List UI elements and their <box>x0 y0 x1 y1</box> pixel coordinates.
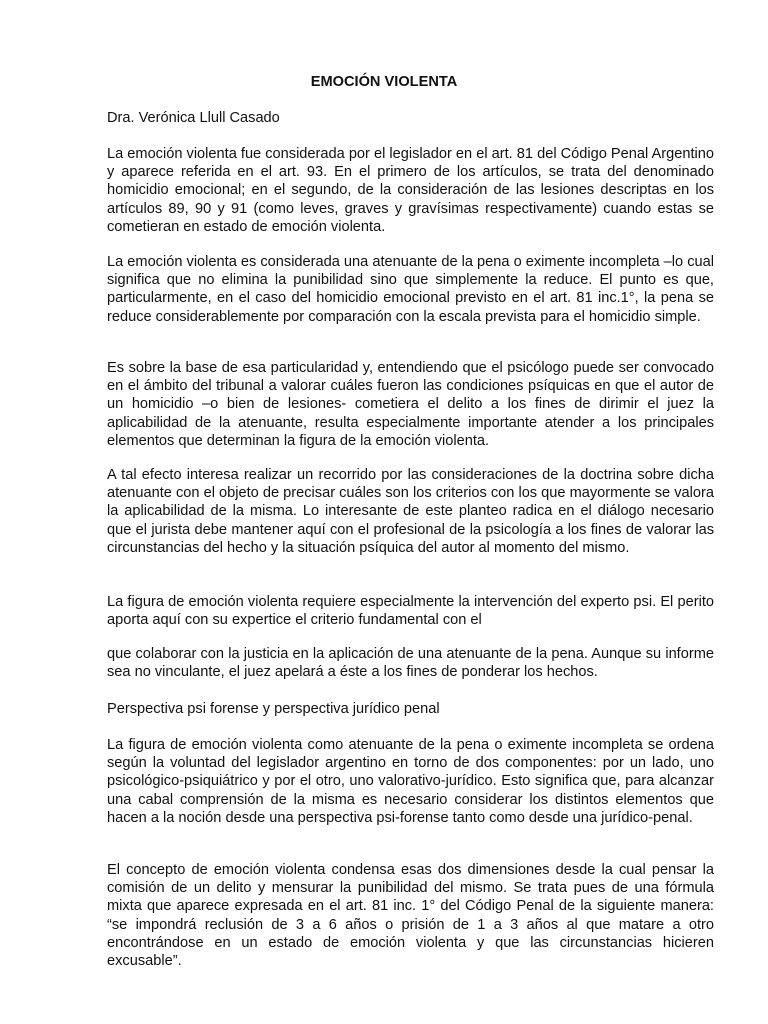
document-title: EMOCIÓN VIOLENTA <box>310 74 458 90</box>
paragraph-5: La figura de emoción violenta requiere especialmente la intervención del experto psi. El perito aporta aquí con su expertice el criterio fundamental con el <box>107 594 714 629</box>
author-line: Dra. Verónica Llull Casado <box>107 110 280 126</box>
paragraph-8: El concepto de emoción violenta condensa esas dos dimensiones desde la cual pensar la comisión de un delito y mensurar la punibilidad del mismo. Se trata pues de una fórmula mixta que aparece expresada en el art. 81 inc. 1° del Código Penal de la siguiente manera: “se impondrá reclusión de 3 a 6 años o prisión de 1 a 3 años al que matare a otro encontrándose en un estado de emoción violenta y que las circunstancias hicieren excusable”. <box>107 862 714 970</box>
paragraph-2: La emoción violenta es considerada una atenuante de la pena o eximente incompleta –lo cual significa que no elimina la punibilidad sino que simplemente la reduce. El punto es que, particularmente, en el caso del homicidio emocional previsto en el art. 81 inc.1°, la pena se reduce considerablemente por comparación con la escala prevista para el homicidio simple. <box>107 254 714 325</box>
paragraph-7: La figura de emoción violenta como atenuante de la pena o eximente incompleta se ordena según la voluntad del legislador argentino en torno de dos componentes: por un lado, uno psicológico-psiquiátrico y por el otro, uno valorativo-jurídico. Esto significa que, para alcanzar una cabal comprensión de la misma es necesario considerar los distintos elementos que hacen a la noción desde una perspectiva psi-forense tanto como desde una jurídico-penal. <box>107 737 714 826</box>
paragraph-3: Es sobre la base de esa particularidad y, entendiendo que el psicólogo puede ser convocado en el ámbito del tribunal a valorar cuáles fueron las condiciones psíquicas en que el autor de un homicidio –o bien de lesiones- cometiera el delito a los fines de dirimir el juez la aplicabilidad de la atenuante, resulta especialmente importante atender a los principales elementos que determinan la figura de la emoción violenta. <box>107 360 714 449</box>
paragraph-6: que colaborar con la justicia en la aplicación de una atenuante de la pena. Aunque su informe sea no vinculante, el juez apelará a éste a los fines de ponderar los hechos. <box>107 646 714 681</box>
section-heading: Perspectiva psi forense y perspectiva jurídico penal <box>107 701 440 717</box>
paragraph-1: La emoción violenta fue considerada por el legislador en el art. 81 del Código Penal Argentino y aparece referida en el art. 93. En el primero de los artículos, se trata del denominado homicidio emocional; en el segundo, de la consideración de las lesiones descriptas en los artículos 89, 90 y 91 (como leves, graves y gravísimas respectivamente) cuando estas se cometieran en estado de emoción violenta. <box>107 146 714 235</box>
paragraph-4: A tal efecto interesa realizar un recorrido por las consideraciones de la doctrina sobre dicha atenuante con el objeto de precisar cuáles son los criterios con los que mayormente se valora la aplicabilidad de la misma. Lo interesante de este planteo radica en el diálogo necesario que el jurista debe mantener aquí con el profesional de la psicología a los fines de valorar las circunstancias del hecho y la situación psíquica del autor al momento del mismo. <box>107 467 714 556</box>
